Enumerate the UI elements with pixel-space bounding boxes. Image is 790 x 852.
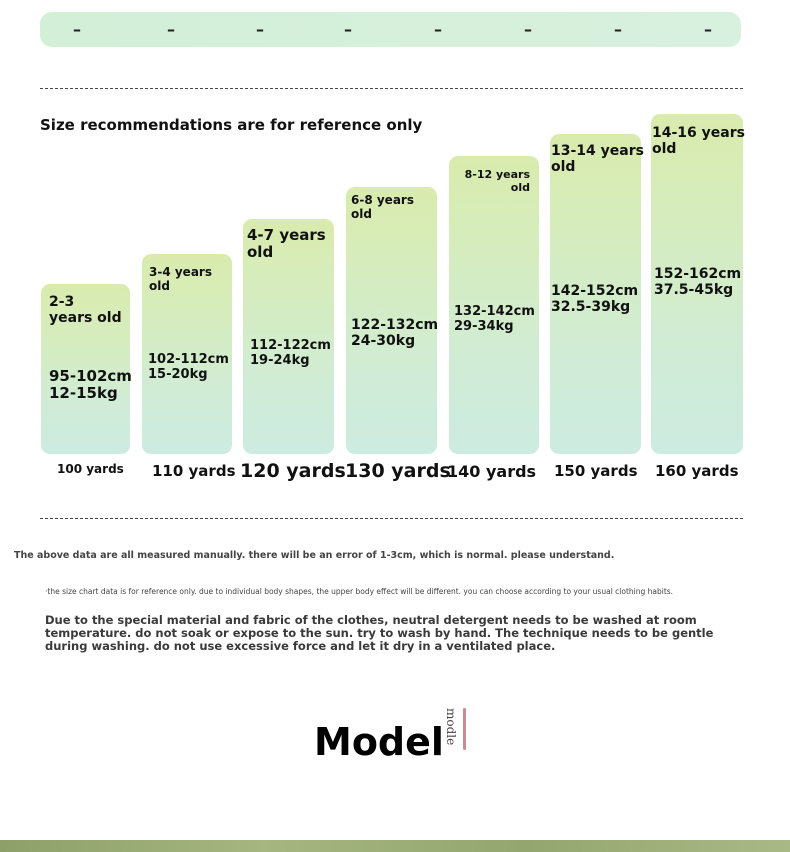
dash-mark: – bbox=[524, 20, 532, 39]
top-header-bar bbox=[40, 12, 741, 47]
model-subtitle: modle bbox=[444, 708, 458, 746]
measurements: 142-152cm 32.5-39kg bbox=[551, 283, 639, 316]
measurements: 152-162cm 37.5-45kg bbox=[654, 266, 742, 299]
age-range: 3-4 years old bbox=[149, 265, 212, 293]
measurements: 112-122cm 19-24kg bbox=[250, 338, 331, 368]
care-note: Due to the special material and fabric of the clothes, neutral detergent needs to be washed at room temperature. do not soak or expose to the sun. try to wash by hand. The technique needs to be gentle during washing. do not use excessive force and let it dry in a ventilated place. bbox=[45, 613, 714, 653]
age-range: 14-16 years old bbox=[652, 125, 745, 158]
size-label: 100 yards bbox=[57, 462, 124, 476]
measurement-note: The above data are all measured manually. there will be an error of 1-3cm, which is normal. please understand. bbox=[14, 550, 615, 561]
age-range: 8-12 years old bbox=[464, 168, 530, 194]
age-range: 6-8 years old bbox=[351, 193, 414, 221]
age-range: 4-7 years old bbox=[247, 226, 326, 262]
bottom-photo-strip bbox=[0, 840, 790, 852]
dash-mark: – bbox=[614, 20, 622, 39]
dash-mark: – bbox=[344, 20, 352, 39]
accent-bar bbox=[463, 708, 466, 750]
size-heading: Size recommendations are for reference only bbox=[40, 116, 423, 134]
measurements: 95-102cm 12-15kg bbox=[49, 367, 132, 403]
measurements: 102-112cm 15-20kg bbox=[148, 352, 229, 382]
size-label: 160 yards bbox=[655, 462, 739, 480]
dash-mark: – bbox=[73, 20, 81, 39]
size-label: 140 yards bbox=[447, 462, 537, 481]
measurements: 122-132cm 24-30kg bbox=[351, 317, 439, 350]
age-range: 13-14 years old bbox=[551, 143, 644, 176]
model-title: Model bbox=[314, 720, 444, 764]
dash-mark: – bbox=[256, 20, 264, 39]
dash-mark: – bbox=[704, 20, 712, 39]
size-label: 150 yards bbox=[554, 462, 638, 480]
size-label: 120 yards bbox=[240, 460, 346, 482]
dash-mark: – bbox=[434, 20, 442, 39]
reference-note: ·the size chart data is for reference only. due to individual body shapes, the upper body effect will be different. you can choose according to your usual clothing habits. bbox=[45, 587, 674, 596]
measurements: 132-142cm 29-34kg bbox=[454, 304, 535, 334]
divider bbox=[40, 518, 743, 519]
size-label: 130 yards bbox=[345, 460, 451, 482]
dash-mark: – bbox=[167, 20, 175, 39]
divider bbox=[40, 88, 743, 89]
size-label: 110 yards bbox=[152, 462, 236, 480]
age-range: 2-3 years old bbox=[49, 294, 122, 327]
